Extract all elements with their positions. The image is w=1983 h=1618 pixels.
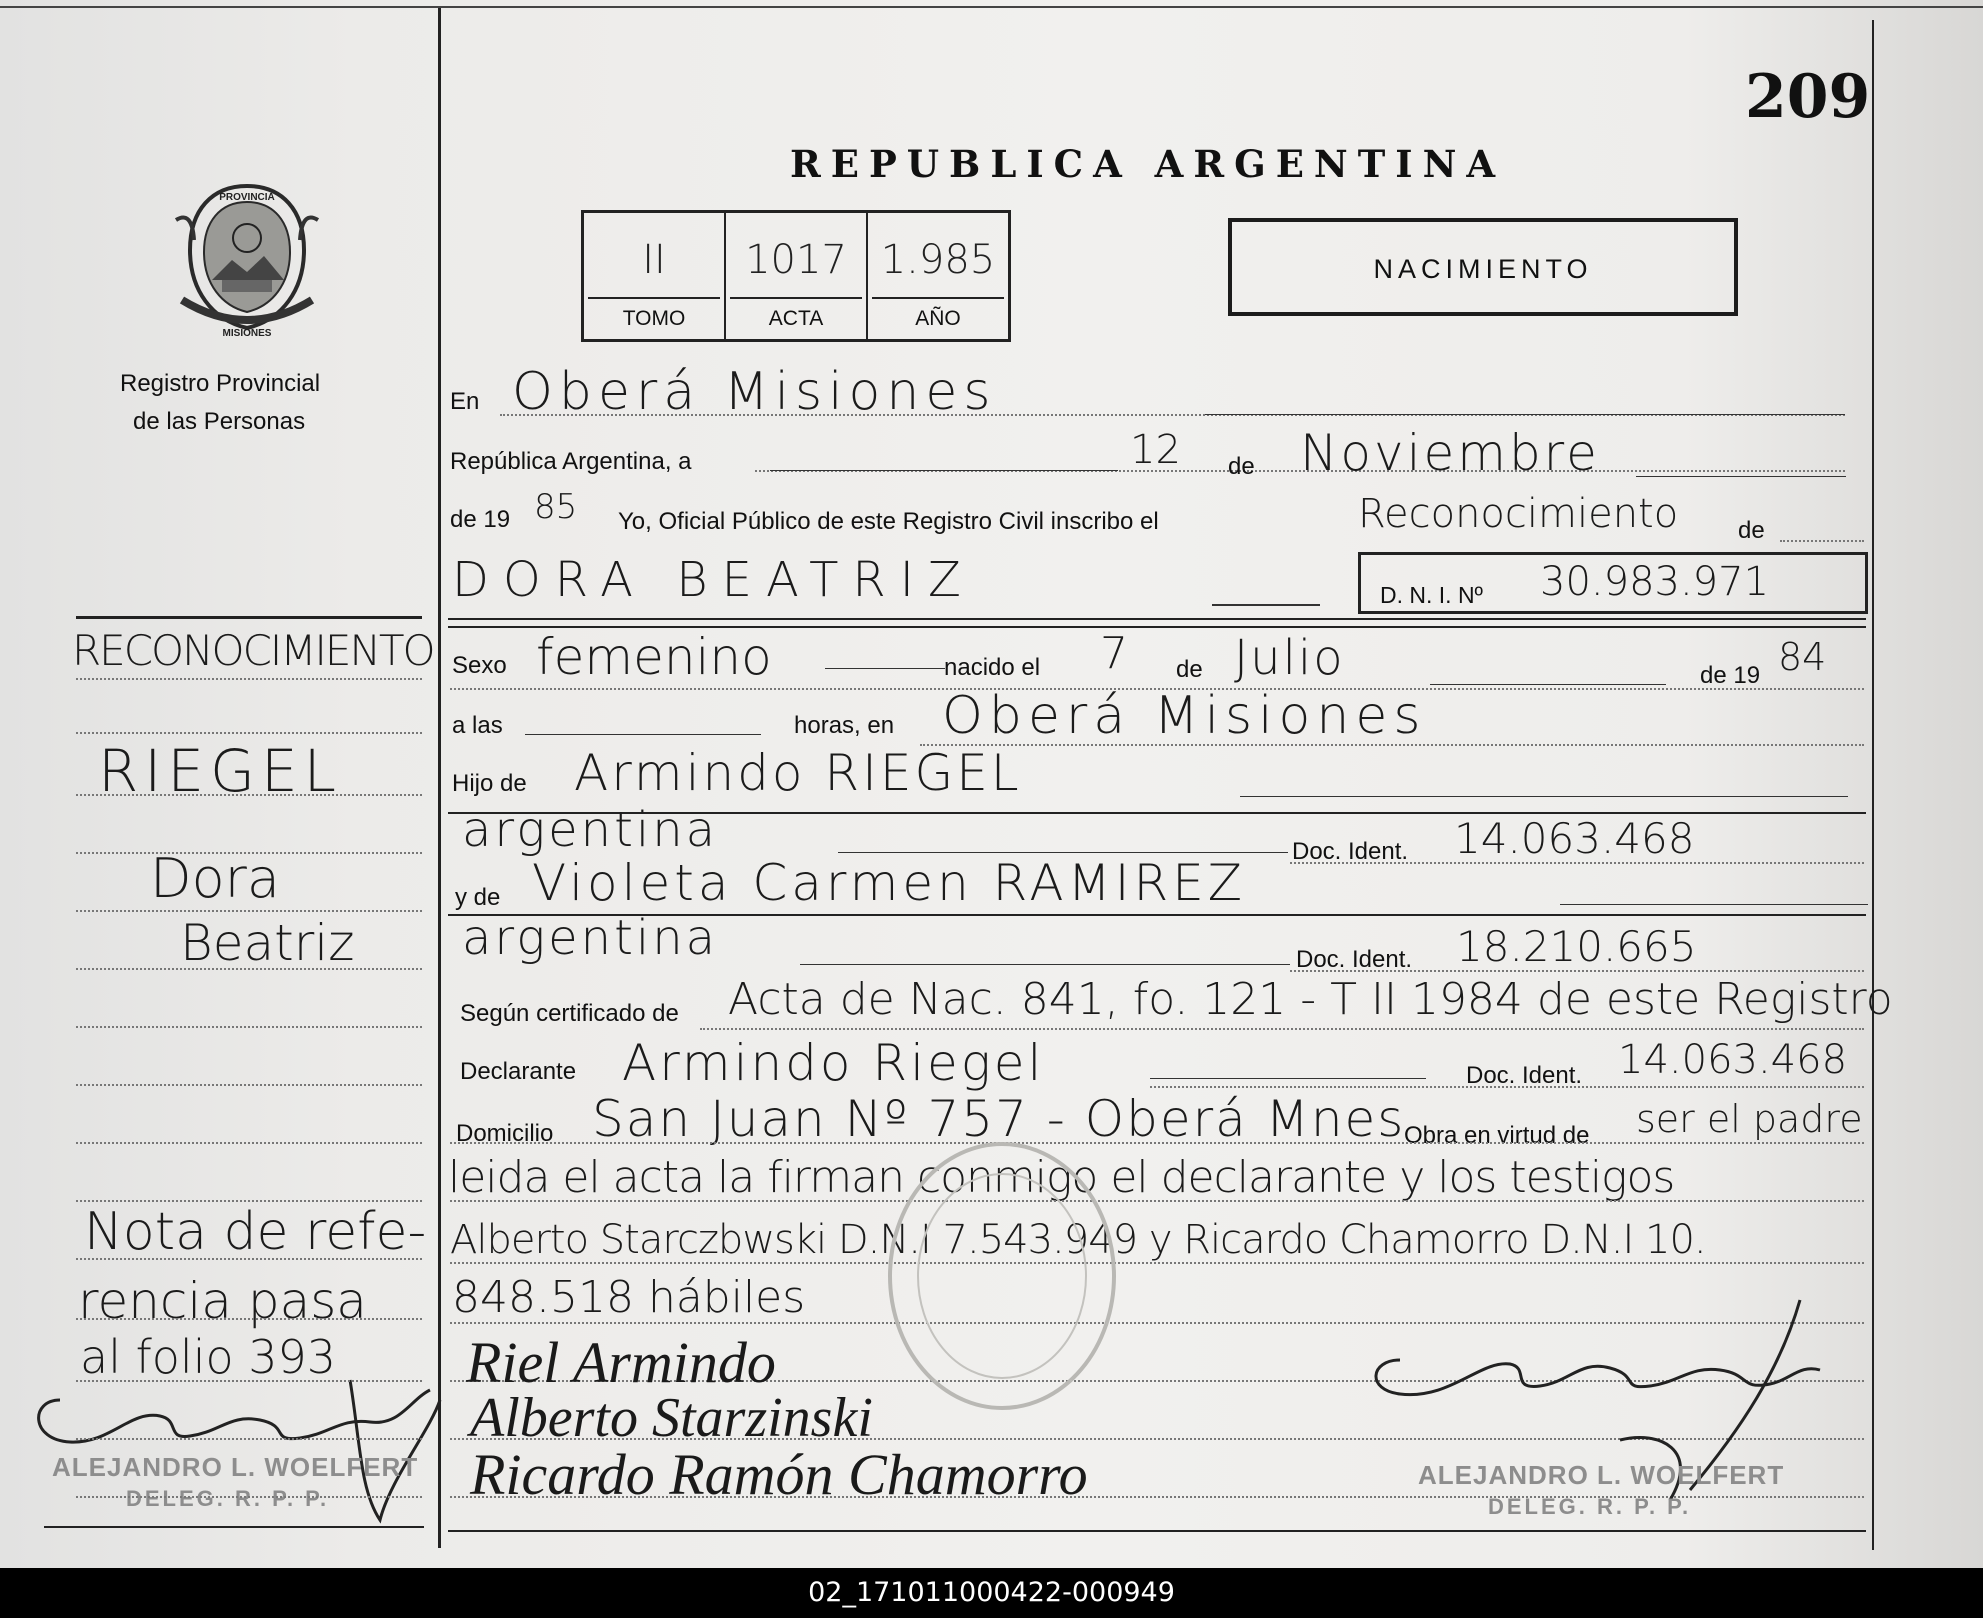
dotted-line: [76, 794, 422, 796]
father-value: Armindo RIEGEL: [574, 744, 1022, 802]
fill-line: [1150, 1078, 1426, 1079]
reading-line-3: 848.518 hábiles: [452, 1272, 806, 1323]
section-rule: [448, 618, 1866, 620]
svg-text:MISIONES: MISIONES: [222, 328, 272, 339]
fill-line: [825, 668, 945, 669]
dotted-line: [450, 1262, 1864, 1264]
registry-stamp-icon: [882, 1136, 1122, 1416]
dotted-line: [920, 744, 1864, 746]
dotted-line: [76, 910, 422, 912]
hijo-label: Hijo de: [452, 770, 527, 797]
dotted-line: [76, 968, 422, 970]
registry-name-line1: Registro Provincial: [120, 370, 321, 397]
nacido-label: nacido el: [944, 654, 1041, 681]
place-value: Oberá Misiones: [512, 362, 997, 422]
birth-year-value: 84: [1778, 635, 1827, 679]
obra-label: Obra en virtud de: [1404, 1122, 1590, 1149]
dotted-line: [76, 1380, 422, 1382]
yde-label: y de: [455, 884, 501, 911]
birth-year-label: de 19: [1700, 662, 1761, 689]
delegate-stamp-left-name: ALEJANDRO L. WOELFERT: [52, 1452, 419, 1482]
father-doc-value: 14.063.468: [1454, 814, 1695, 863]
dotted-line: [450, 1142, 1864, 1144]
de-label: de: [1228, 453, 1255, 480]
fill-line: [1240, 796, 1848, 797]
registry-name-line2: de las Personas: [133, 408, 306, 435]
bottom-rule: [448, 1530, 1866, 1532]
birth-day-value: 7: [1100, 628, 1128, 679]
fill-line: [525, 734, 761, 735]
dotted-line: [76, 1496, 422, 1498]
margin-note-line-1: Nota de refe-: [84, 1202, 427, 1262]
fill-line: [1205, 414, 1845, 415]
birth-month-value: Julio: [1234, 630, 1345, 686]
father-nationality-value: argentina: [462, 802, 719, 858]
fill-line: [800, 964, 1290, 965]
segun-label: Según certificado de: [460, 1000, 679, 1027]
oficial-text: Yo, Oficial Público de este Registro Civil inscribo el: [618, 508, 1159, 535]
acta-label: ACTA: [730, 297, 862, 339]
dotted-line: [76, 1026, 422, 1028]
top-border: [0, 6, 1983, 8]
birth-de-label: de: [1176, 656, 1203, 683]
delegate-stamp-right-name: ALEJANDRO L. WOELFERT: [1418, 1460, 1785, 1490]
dotted-line: [76, 1258, 422, 1260]
dotted-line: [1780, 540, 1864, 542]
day-value: 12: [1130, 427, 1181, 473]
dotted-line: [1290, 970, 1864, 972]
country-title: REPUBLICA ARGENTINA: [790, 142, 1506, 186]
fill-line: [1212, 604, 1320, 606]
acta-value: 1017: [745, 237, 847, 283]
volume-box: [581, 210, 1011, 342]
dotted-line: [76, 1142, 422, 1144]
margin-bottom-rule: [44, 1526, 424, 1528]
declarante-doc-value: 14.063.468: [1618, 1037, 1848, 1083]
acta-cell: [726, 213, 868, 339]
year-value: 85: [534, 487, 578, 527]
margin-note-line-2: rencia pasa: [78, 1272, 367, 1330]
tomo-value: II: [642, 237, 666, 283]
margin-note-line-3: al folio 393: [80, 1330, 337, 1384]
sexo-value: femenino: [536, 628, 772, 686]
declarante-doc-label: Doc. Ident.: [1466, 1062, 1583, 1089]
act-kind-value: Reconocimiento: [1358, 491, 1679, 537]
mother-doc-value: 18.210.665: [1456, 922, 1697, 971]
page-number: 209: [1745, 62, 1871, 132]
mother-nationality-value: argentina: [462, 910, 719, 966]
provincial-seal-icon: [172, 180, 322, 340]
act-type-box: [1228, 218, 1738, 316]
month-value: Noviembre: [1300, 424, 1600, 482]
mother-value: Violeta Carmen RAMIREZ: [532, 854, 1247, 912]
ano-cell: [868, 213, 1008, 339]
signature-declarante: Riel Armindo: [466, 1330, 776, 1395]
dotted-line: [700, 1028, 1864, 1030]
reading-line-2: Alberto Starczbwski D.N.I 7.543.949 y Ricardo Chamorro D.N.I 10.: [450, 1217, 1706, 1263]
reading-line-1: leida el acta la firman conmigo el declarante y los testigos: [448, 1152, 1675, 1203]
act-type: NACIMIENTO: [1373, 254, 1593, 284]
father-doc-label: Doc. Ident.: [1292, 838, 1409, 865]
birth-place-value: Oberá Misiones: [942, 686, 1427, 746]
dotted-line: [76, 1084, 422, 1086]
dotted-line: [76, 732, 422, 734]
margin-title: RECONOCIMIENTO: [72, 626, 434, 675]
dotted-line: [1290, 862, 1864, 864]
mother-doc-label: Doc. Ident.: [1296, 946, 1413, 973]
republica-label: República Argentina, a: [450, 448, 692, 475]
segun-value: Acta de Nac. 841, fo. 121 - T II 1984 de este Registro: [728, 974, 1893, 1025]
signature-witness-1: Alberto Starzinski: [470, 1387, 873, 1449]
declarante-value: Armindo Riegel: [622, 1034, 1045, 1092]
margin-surname: RIEGEL: [98, 737, 342, 805]
column-divider: [438, 8, 441, 1548]
fill-line: [1430, 684, 1666, 685]
signature-witness-2: Ricardo Ramón Chamorro: [470, 1442, 1088, 1507]
domicilio-value: San Juan Nº 757 - Oberá Mnes: [592, 1090, 1406, 1148]
en-label: En: [450, 388, 480, 415]
dotted-line: [76, 1438, 422, 1440]
tomo-cell: [584, 213, 726, 339]
fill-line: [1560, 904, 1868, 905]
ano-value: 1.985: [880, 237, 996, 283]
svg-text:PROVINCIA: PROVINCIA: [219, 192, 275, 203]
child-name-value: DORA BEATRIZ: [452, 552, 975, 608]
fill-line: [770, 470, 1118, 471]
de-after-label: de: [1738, 517, 1765, 544]
fill-line: [838, 852, 1288, 853]
dni-label: D. N. I. Nº: [1380, 582, 1483, 608]
horas-label: horas, en: [794, 712, 895, 739]
fill-line: [1636, 476, 1846, 477]
dotted-line: [1150, 1086, 1864, 1088]
margin-rule: [76, 616, 422, 619]
margin-given-name-1: Dora: [150, 847, 280, 910]
obra-value: ser el padre: [1636, 1097, 1863, 1141]
ano-label: AÑO: [872, 297, 1004, 339]
delegate-stamp-right-title: DELEG. R. P. P.: [1488, 1494, 1692, 1519]
margin-signature-icon: [30, 1360, 450, 1540]
dotted-line: [76, 678, 422, 680]
delegate-stamp-left-title: DELEG. R. P. P.: [126, 1486, 330, 1511]
declarante-label: Declarante: [460, 1058, 577, 1085]
dotted-line: [450, 1200, 1864, 1202]
tomo-label: TOMO: [588, 297, 720, 339]
alas-label: a las: [452, 712, 503, 739]
margin-given-name-2: Beatriz: [180, 914, 355, 972]
dotted-line: [76, 1318, 422, 1320]
de19-label: de 19: [450, 506, 511, 533]
domicilio-label: Domicilio: [456, 1120, 554, 1147]
sexo-label: Sexo: [452, 652, 507, 679]
dni-value: 30.983.971: [1540, 559, 1770, 605]
image-caption: 02_171011000422-000949: [0, 1568, 1983, 1618]
